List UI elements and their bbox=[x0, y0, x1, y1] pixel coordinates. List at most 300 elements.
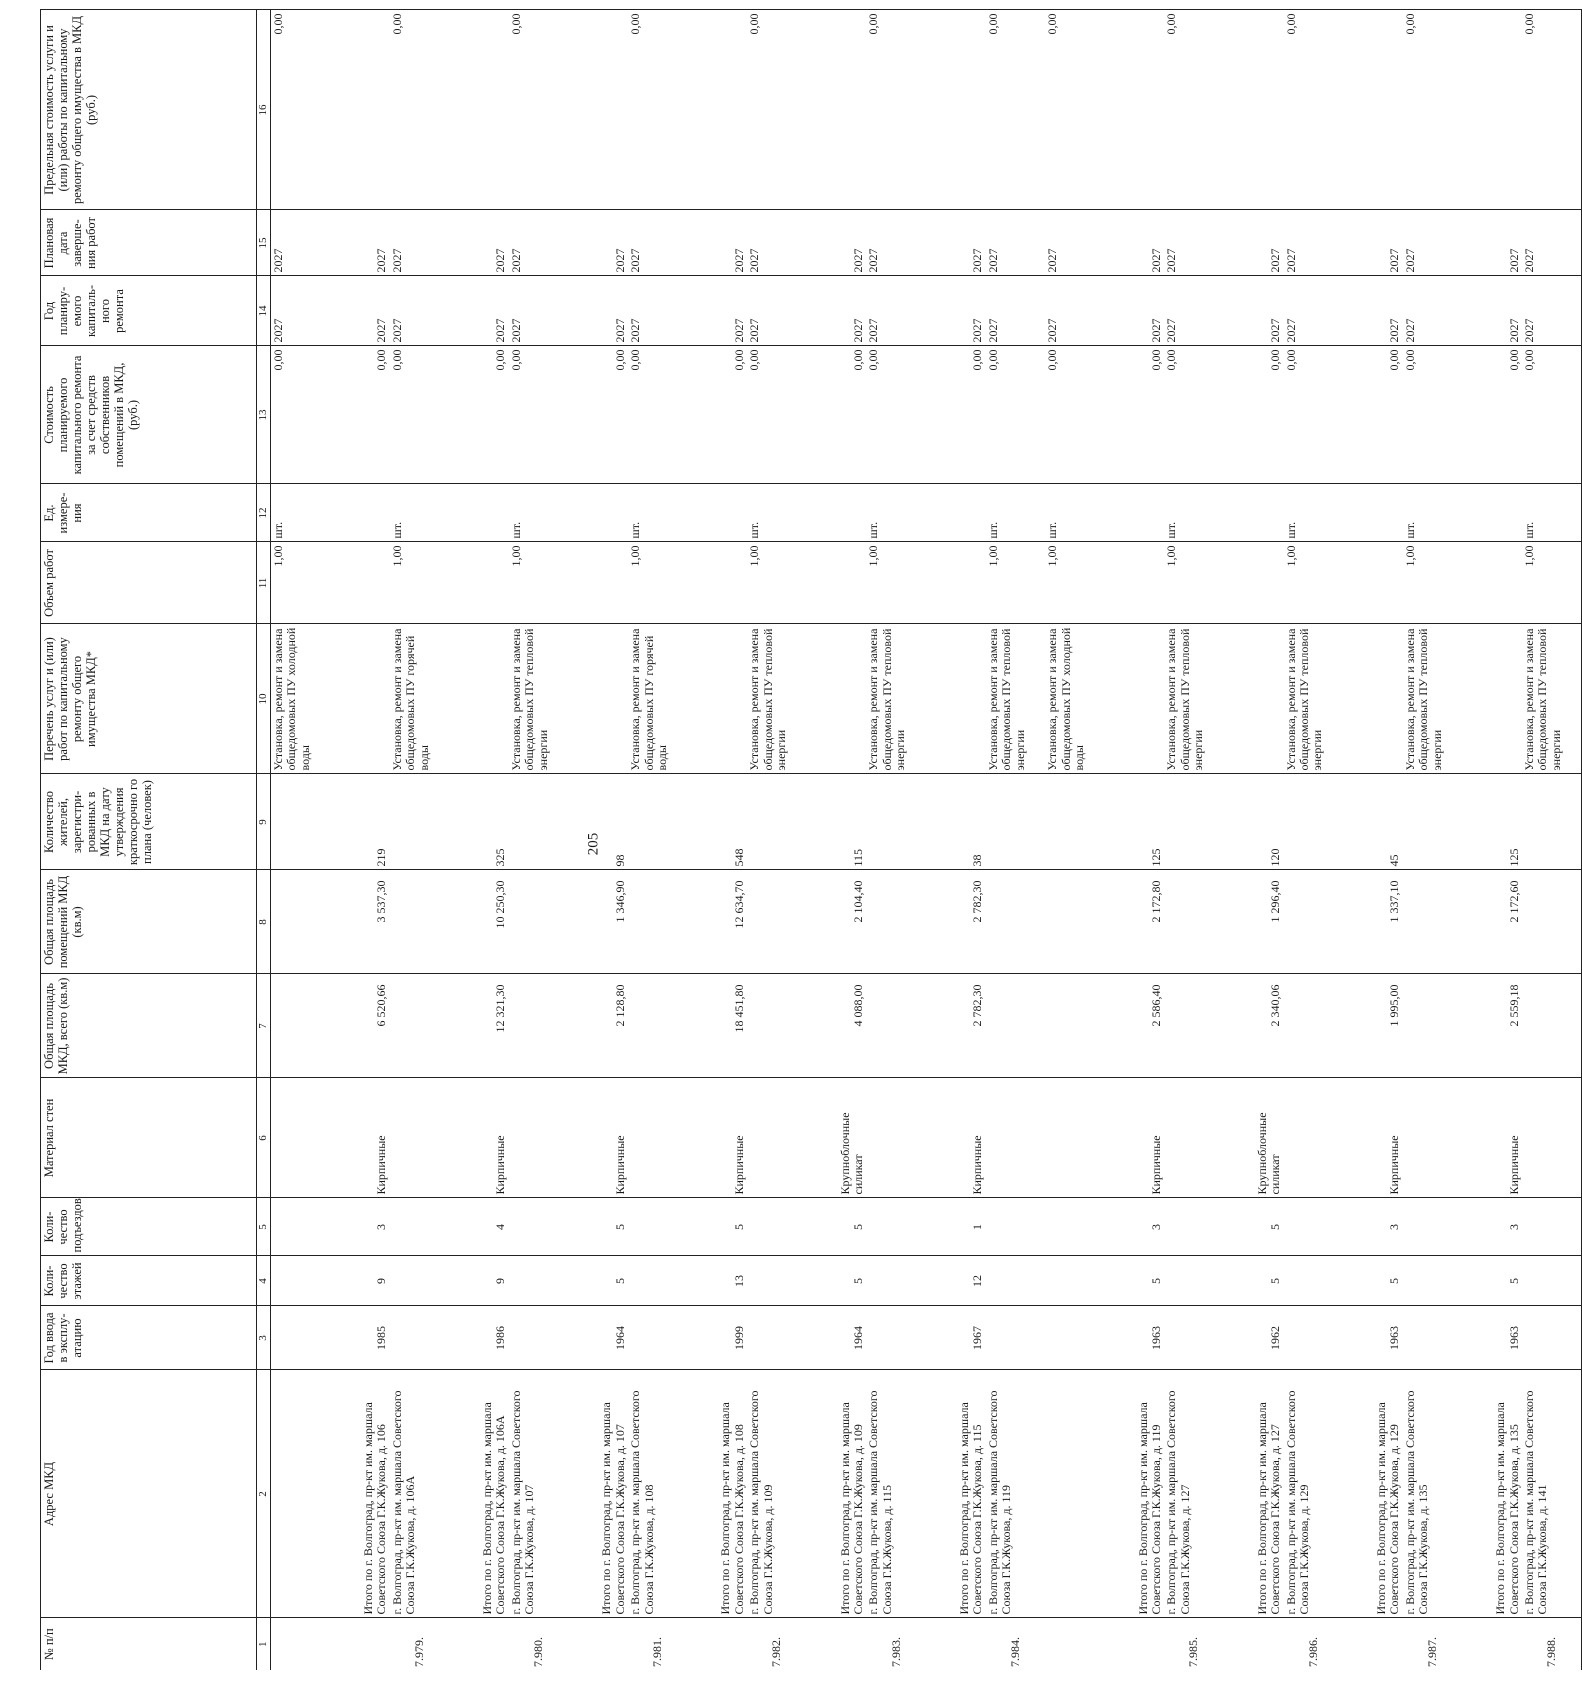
cell-col-13: 0,00 bbox=[330, 346, 390, 484]
cell-col-4 bbox=[866, 1256, 926, 1306]
cell-col-13: 0,00 bbox=[1224, 346, 1284, 484]
cell-col-14: 2027 bbox=[271, 276, 331, 346]
cell-col-9: 219 bbox=[330, 774, 390, 870]
cell-col-3 bbox=[509, 1306, 569, 1370]
cell-col-10: Установка, ремонт и замена общедомовых ПУ тепловой энергии bbox=[509, 624, 569, 774]
cell-col-2: г. Волгоград, пр-кт им. маршала Советского Союза Г.К.Жукова, д. 119 bbox=[986, 1370, 1046, 1618]
cell-col-9 bbox=[1284, 774, 1344, 870]
cell-col-4 bbox=[986, 1256, 1046, 1306]
cell-col-7 bbox=[747, 974, 807, 1078]
cell-col-16: 0,00 bbox=[628, 10, 688, 210]
cell-col-6 bbox=[747, 1078, 807, 1198]
cell-col-8: 12 634,70 bbox=[688, 870, 748, 974]
cell-col-1: 7.985. bbox=[1164, 1618, 1224, 1670]
cell-col-13: 0,00 bbox=[1343, 346, 1403, 484]
cell-col-8: 2 172,60 bbox=[1462, 870, 1522, 974]
cell-col-16 bbox=[330, 10, 390, 210]
cell-col-11 bbox=[449, 542, 509, 624]
total-row bbox=[688, 10, 748, 1670]
header-col-11: Объем работ bbox=[41, 542, 257, 624]
cell-col-9: 45 bbox=[1343, 774, 1403, 870]
cell-col-2 bbox=[271, 1370, 331, 1618]
cell-col-10: Установка, ремонт и замена общедомовых ПУ горячей воды bbox=[390, 624, 450, 774]
cell-col-8 bbox=[1284, 870, 1344, 974]
table-body bbox=[271, 10, 1582, 1670]
cell-col-6: Кирпичные bbox=[568, 1078, 628, 1198]
column-number-13: 13 bbox=[257, 346, 271, 484]
cell-col-1 bbox=[1224, 1618, 1284, 1670]
page-number: 205 bbox=[585, 832, 602, 856]
cell-col-9 bbox=[1522, 774, 1582, 870]
cell-col-3: 1999 bbox=[688, 1306, 748, 1370]
cell-col-5 bbox=[747, 1198, 807, 1256]
cell-col-1: 7.987. bbox=[1403, 1618, 1463, 1670]
cell-col-16 bbox=[1105, 10, 1165, 210]
capital-repair-table bbox=[40, 10, 1582, 1671]
total-row bbox=[1105, 10, 1165, 1670]
cell-col-8 bbox=[747, 870, 807, 974]
cell-col-16: 0,00 bbox=[747, 10, 807, 210]
cell-col-15: 2027 bbox=[807, 210, 867, 276]
cell-col-1: 7.984. bbox=[986, 1618, 1046, 1670]
rotated-table-container bbox=[40, 10, 1563, 1670]
cell-col-9: 115 bbox=[807, 774, 867, 870]
cell-col-6 bbox=[866, 1078, 926, 1198]
cell-col-3: 1964 bbox=[568, 1306, 628, 1370]
cell-col-10 bbox=[1462, 624, 1522, 774]
cell-col-1: 7.983. bbox=[866, 1618, 926, 1670]
cell-col-10: Установка, ремонт и замена общедомовых ПУ тепловой энергии bbox=[1284, 624, 1344, 774]
cell-col-12: шт. bbox=[866, 484, 926, 542]
cell-col-8: 2 172,80 bbox=[1105, 870, 1165, 974]
cell-col-12: шт. bbox=[390, 484, 450, 542]
cell-col-11: 1,00 bbox=[986, 542, 1046, 624]
cell-col-15: 2027 bbox=[1522, 210, 1582, 276]
cell-col-2: Итого по г. Волгоград, пр-кт им. маршала Советского Союза Г.К.Жукова, д. 115 bbox=[926, 1370, 986, 1618]
header-col-2: Адрес МКД bbox=[41, 1370, 257, 1618]
cell-col-9: 548 bbox=[688, 774, 748, 870]
cell-col-15: 2027 bbox=[271, 210, 331, 276]
cell-col-1 bbox=[926, 1618, 986, 1670]
total-row bbox=[926, 10, 986, 1670]
cell-col-16 bbox=[1343, 10, 1403, 210]
cell-col-15: 2027 bbox=[747, 210, 807, 276]
cell-col-13: 0,00 bbox=[1403, 346, 1463, 484]
cell-col-2: г. Волгоград, пр-кт им. маршала Советского Союза Г.К.Жукова, д. 127 bbox=[1164, 1370, 1224, 1618]
cell-col-2: г. Волгоград, пр-кт им. маршала Советского Союза Г.К.Жукова, д. 135 bbox=[1403, 1370, 1463, 1618]
cell-col-7 bbox=[1045, 974, 1105, 1078]
cell-col-2: г. Волгоград, пр-кт им. маршала Советского Союза Г.К.Жукова, д. 115 bbox=[866, 1370, 926, 1618]
cell-col-12 bbox=[807, 484, 867, 542]
cell-col-7 bbox=[628, 974, 688, 1078]
cell-col-12: шт. bbox=[1045, 484, 1105, 542]
cell-col-13: 0,00 bbox=[926, 346, 986, 484]
table-row bbox=[509, 10, 569, 1670]
column-number-6: 6 bbox=[257, 1078, 271, 1198]
cell-col-10 bbox=[926, 624, 986, 774]
cell-col-12: шт. bbox=[628, 484, 688, 542]
cell-col-8: 2 782,30 bbox=[926, 870, 986, 974]
cell-col-13: 0,00 bbox=[628, 346, 688, 484]
cell-col-6 bbox=[1284, 1078, 1344, 1198]
header-col-4: Коли-чество этажей bbox=[41, 1256, 257, 1306]
cell-col-13: 0,00 bbox=[1045, 346, 1105, 484]
cell-col-10: Установка, ремонт и замена общедомовых ПУ холодной воды bbox=[271, 624, 331, 774]
cell-col-9: 120 bbox=[1224, 774, 1284, 870]
cell-col-8: 1 337,10 bbox=[1343, 870, 1403, 974]
cell-col-4 bbox=[1045, 1256, 1105, 1306]
cell-col-14: 2027 bbox=[807, 276, 867, 346]
total-row bbox=[1462, 10, 1522, 1670]
header-col-15: Плановая дата заверше-ния работ bbox=[41, 210, 257, 276]
cell-col-1: 7.982. bbox=[747, 1618, 807, 1670]
cell-col-4 bbox=[1522, 1256, 1582, 1306]
cell-col-2 bbox=[1045, 1370, 1105, 1618]
cell-col-6 bbox=[1045, 1078, 1105, 1198]
cell-col-8: 10 250,30 bbox=[449, 870, 509, 974]
cell-col-7: 12 321,30 bbox=[449, 974, 509, 1078]
cell-col-7 bbox=[390, 974, 450, 1078]
cell-col-8 bbox=[628, 870, 688, 974]
cell-col-2: г. Волгоград, пр-кт им. маршала Советского Союза Г.К.Жукова, д. 107 bbox=[509, 1370, 569, 1618]
cell-col-9 bbox=[509, 774, 569, 870]
cell-col-8 bbox=[390, 870, 450, 974]
total-row bbox=[1343, 10, 1403, 1670]
cell-col-8 bbox=[866, 870, 926, 974]
cell-col-12: шт. bbox=[1284, 484, 1344, 542]
cell-col-10: Установка, ремонт и замена общедомовых ПУ тепловой энергии bbox=[1403, 624, 1463, 774]
cell-col-15: 2027 bbox=[1045, 210, 1105, 276]
column-number-1: 1 bbox=[257, 1618, 271, 1670]
cell-col-3 bbox=[866, 1306, 926, 1370]
cell-col-8: 1 346,90 bbox=[568, 870, 628, 974]
cell-col-6: Кирпичные bbox=[1343, 1078, 1403, 1198]
column-number-row bbox=[257, 10, 271, 1670]
cell-col-12 bbox=[1224, 484, 1284, 542]
cell-col-10 bbox=[1224, 624, 1284, 774]
table-row bbox=[628, 10, 688, 1670]
cell-col-12: шт. bbox=[271, 484, 331, 542]
cell-col-8: 1 296,40 bbox=[1224, 870, 1284, 974]
cell-col-15: 2027 bbox=[688, 210, 748, 276]
cell-col-10 bbox=[1105, 624, 1165, 774]
cell-col-4: 12 bbox=[926, 1256, 986, 1306]
cell-col-2: г. Волгоград, пр-кт им. маршала Советского Союза Г.К.Жукова, д. 129 bbox=[1284, 1370, 1344, 1618]
cell-col-16: 0,00 bbox=[1522, 10, 1582, 210]
cell-col-7: 18 451,80 bbox=[688, 974, 748, 1078]
cell-col-8 bbox=[1045, 870, 1105, 974]
cell-col-12 bbox=[1343, 484, 1403, 542]
header-col-8: Общая площадь помещений МКД (кв.м) bbox=[41, 870, 257, 974]
cell-col-9 bbox=[628, 774, 688, 870]
cell-col-9 bbox=[1403, 774, 1463, 870]
cell-col-1 bbox=[1045, 1618, 1105, 1670]
cell-col-5 bbox=[1284, 1198, 1344, 1256]
cell-col-13: 0,00 bbox=[747, 346, 807, 484]
cell-col-14: 2027 bbox=[1284, 276, 1344, 346]
cell-col-5: 3 bbox=[1462, 1198, 1522, 1256]
cell-col-11 bbox=[1105, 542, 1165, 624]
header-col-9: Количество жителей, зарегистри-рованных в МКД на дату утверждения краткосрочно го плана (человек) bbox=[41, 774, 257, 870]
header-row bbox=[41, 10, 257, 1670]
cell-col-5: 3 bbox=[1105, 1198, 1165, 1256]
cell-col-16 bbox=[568, 10, 628, 210]
cell-col-15: 2027 bbox=[509, 210, 569, 276]
cell-col-3 bbox=[1522, 1306, 1582, 1370]
column-number-14: 14 bbox=[257, 276, 271, 346]
cell-col-9 bbox=[866, 774, 926, 870]
cell-col-14: 2027 bbox=[390, 276, 450, 346]
cell-col-3: 1963 bbox=[1343, 1306, 1403, 1370]
cell-col-2: Итого по г. Волгоград, пр-кт им. маршала Советского Союза Г.К.Жукова, д. 108 bbox=[688, 1370, 748, 1618]
header-col-3: Год ввода в эксплу-атацию bbox=[41, 1306, 257, 1370]
cell-col-11 bbox=[1343, 542, 1403, 624]
cell-col-1: 7.986. bbox=[1284, 1618, 1344, 1670]
column-number-2: 2 bbox=[257, 1370, 271, 1618]
total-row bbox=[449, 10, 509, 1670]
cell-col-7: 1 995,00 bbox=[1343, 974, 1403, 1078]
cell-col-12 bbox=[449, 484, 509, 542]
cell-col-14: 2027 bbox=[688, 276, 748, 346]
cell-col-4 bbox=[628, 1256, 688, 1306]
cell-col-6 bbox=[509, 1078, 569, 1198]
cell-col-14: 2027 bbox=[1164, 276, 1224, 346]
cell-col-14: 2027 bbox=[628, 276, 688, 346]
cell-col-7 bbox=[1164, 974, 1224, 1078]
cell-col-11 bbox=[330, 542, 390, 624]
cell-col-16: 0,00 bbox=[1403, 10, 1463, 210]
cell-col-14: 2027 bbox=[866, 276, 926, 346]
cell-col-6: Кирпичные bbox=[449, 1078, 509, 1198]
cell-col-15: 2027 bbox=[1224, 210, 1284, 276]
header-col-10: Перечень услуг и (или) работ по капитальному ремонту общего имущества МКД* bbox=[41, 624, 257, 774]
cell-col-4 bbox=[1403, 1256, 1463, 1306]
cell-col-4: 5 bbox=[807, 1256, 867, 1306]
cell-col-7 bbox=[509, 974, 569, 1078]
cell-col-13: 0,00 bbox=[568, 346, 628, 484]
cell-col-6 bbox=[1522, 1078, 1582, 1198]
table-row bbox=[390, 10, 450, 1670]
cell-col-12: шт. bbox=[747, 484, 807, 542]
cell-col-5 bbox=[390, 1198, 450, 1256]
cell-col-11: 1,00 bbox=[866, 542, 926, 624]
cell-col-13: 0,00 bbox=[1164, 346, 1224, 484]
header-col-14: Год планиру-емого капиталь-ного ремонта bbox=[41, 276, 257, 346]
cell-col-7: 6 520,66 bbox=[330, 974, 390, 1078]
cell-col-9: 38 bbox=[926, 774, 986, 870]
cell-col-16: 0,00 bbox=[509, 10, 569, 210]
cell-col-12: шт. bbox=[509, 484, 569, 542]
cell-col-2: г. Волгоград, пр-кт им. маршала Советского Союза Г.К.Жукова, д. 109 bbox=[747, 1370, 807, 1618]
cell-col-14: 2027 bbox=[1522, 276, 1582, 346]
cell-col-3: 1985 bbox=[330, 1306, 390, 1370]
table-row bbox=[271, 10, 331, 1670]
cell-col-7: 2 340,06 bbox=[1224, 974, 1284, 1078]
cell-col-6 bbox=[1403, 1078, 1463, 1198]
cell-col-4: 9 bbox=[449, 1256, 509, 1306]
cell-col-4 bbox=[1284, 1256, 1344, 1306]
cell-col-15: 2027 bbox=[449, 210, 509, 276]
cell-col-4 bbox=[509, 1256, 569, 1306]
cell-col-10: Установка, ремонт и замена общедомовых ПУ тепловой энергии bbox=[1164, 624, 1224, 774]
cell-col-16: 0,00 bbox=[1284, 10, 1344, 210]
cell-col-3: 1964 bbox=[807, 1306, 867, 1370]
header-col-7: Общая площадь МКД, всего (кв.м) bbox=[41, 974, 257, 1078]
cell-col-5 bbox=[1403, 1198, 1463, 1256]
cell-col-5: 4 bbox=[449, 1198, 509, 1256]
cell-col-16: 0,00 bbox=[1045, 10, 1105, 210]
cell-col-11: 1,00 bbox=[1522, 542, 1582, 624]
cell-col-8: 3 537,30 bbox=[330, 870, 390, 974]
cell-col-10 bbox=[449, 624, 509, 774]
cell-col-9 bbox=[986, 774, 1046, 870]
cell-col-12 bbox=[568, 484, 628, 542]
cell-col-16: 0,00 bbox=[986, 10, 1046, 210]
cell-col-14: 2027 bbox=[1403, 276, 1463, 346]
cell-col-8 bbox=[509, 870, 569, 974]
cell-col-1: 7.980. bbox=[509, 1618, 569, 1670]
cell-col-4: 5 bbox=[1343, 1256, 1403, 1306]
cell-col-13: 0,00 bbox=[1462, 346, 1522, 484]
cell-col-9 bbox=[1164, 774, 1224, 870]
cell-col-6 bbox=[390, 1078, 450, 1198]
cell-col-11 bbox=[807, 542, 867, 624]
cell-col-7: 2 586,40 bbox=[1105, 974, 1165, 1078]
cell-col-16 bbox=[1224, 10, 1284, 210]
column-number-16: 16 bbox=[257, 10, 271, 210]
cell-col-13: 0,00 bbox=[1284, 346, 1344, 484]
cell-col-11 bbox=[688, 542, 748, 624]
cell-col-11: 1,00 bbox=[747, 542, 807, 624]
cell-col-8 bbox=[986, 870, 1046, 974]
cell-col-4 bbox=[390, 1256, 450, 1306]
cell-col-12 bbox=[1462, 484, 1522, 542]
cell-col-7 bbox=[271, 974, 331, 1078]
column-number-4: 4 bbox=[257, 1256, 271, 1306]
cell-col-6 bbox=[628, 1078, 688, 1198]
cell-col-7 bbox=[866, 974, 926, 1078]
cell-col-11 bbox=[568, 542, 628, 624]
cell-col-4 bbox=[747, 1256, 807, 1306]
total-row bbox=[330, 10, 390, 1670]
cell-col-7: 2 782,30 bbox=[926, 974, 986, 1078]
cell-col-5: 5 bbox=[807, 1198, 867, 1256]
cell-col-1 bbox=[688, 1618, 748, 1670]
cell-col-5: 3 bbox=[1343, 1198, 1403, 1256]
cell-col-5 bbox=[986, 1198, 1046, 1256]
cell-col-2: Итого по г. Волгоград, пр-кт им. маршала Советского Союза Г.К.Жукова, д. 106 bbox=[330, 1370, 390, 1618]
cell-col-14: 2027 bbox=[1462, 276, 1522, 346]
cell-col-9 bbox=[390, 774, 450, 870]
column-number-5: 5 bbox=[257, 1198, 271, 1256]
column-number-9: 9 bbox=[257, 774, 271, 870]
cell-col-14: 2027 bbox=[1045, 276, 1105, 346]
cell-col-7: 2 128,80 bbox=[568, 974, 628, 1078]
cell-col-14: 2027 bbox=[449, 276, 509, 346]
cell-col-7 bbox=[986, 974, 1046, 1078]
cell-col-4 bbox=[271, 1256, 331, 1306]
cell-col-6: Кирпичные bbox=[1462, 1078, 1522, 1198]
column-number-7: 7 bbox=[257, 974, 271, 1078]
cell-col-8 bbox=[1522, 870, 1582, 974]
cell-col-16: 0,00 bbox=[1164, 10, 1224, 210]
cell-col-5: 3 bbox=[330, 1198, 390, 1256]
column-number-15: 15 bbox=[257, 210, 271, 276]
cell-col-9 bbox=[747, 774, 807, 870]
cell-col-5: 5 bbox=[1224, 1198, 1284, 1256]
cell-col-10 bbox=[688, 624, 748, 774]
cell-col-3: 1967 bbox=[926, 1306, 986, 1370]
cell-col-6 bbox=[986, 1078, 1046, 1198]
cell-col-14: 2027 bbox=[926, 276, 986, 346]
cell-col-11: 1,00 bbox=[1045, 542, 1105, 624]
cell-col-11: 1,00 bbox=[390, 542, 450, 624]
cell-col-16: 0,00 bbox=[271, 10, 331, 210]
cell-col-8 bbox=[1164, 870, 1224, 974]
cell-col-2: Итого по г. Волгоград, пр-кт им. маршала Советского Союза Г.К.Жукова, д. 127 bbox=[1224, 1370, 1284, 1618]
cell-col-16 bbox=[688, 10, 748, 210]
table-row bbox=[986, 10, 1046, 1670]
table-row bbox=[1284, 10, 1344, 1670]
cell-col-3: 1963 bbox=[1105, 1306, 1165, 1370]
cell-col-10: Установка, ремонт и замена общедомовых ПУ холодной воды bbox=[1045, 624, 1105, 774]
cell-col-13: 0,00 bbox=[509, 346, 569, 484]
cell-col-5: 5 bbox=[568, 1198, 628, 1256]
table-row bbox=[1403, 10, 1463, 1670]
cell-col-3 bbox=[1045, 1306, 1105, 1370]
cell-col-14: 2027 bbox=[1105, 276, 1165, 346]
cell-col-5 bbox=[1164, 1198, 1224, 1256]
cell-col-10: Установка, ремонт и замена общедомовых ПУ тепловой энергии bbox=[747, 624, 807, 774]
cell-col-2: г. Волгоград, пр-кт им. маршала Советского Союза Г.К.Жукова, д. 141 bbox=[1522, 1370, 1582, 1618]
column-number-11: 11 bbox=[257, 542, 271, 624]
cell-col-11 bbox=[1462, 542, 1522, 624]
cell-col-12 bbox=[1105, 484, 1165, 542]
cell-col-13: 0,00 bbox=[1105, 346, 1165, 484]
cell-col-6: Крупноблочные силикат bbox=[1224, 1078, 1284, 1198]
cell-col-10 bbox=[807, 624, 867, 774]
cell-col-6: Крупноблочные силикат bbox=[807, 1078, 867, 1198]
cell-col-6 bbox=[1164, 1078, 1224, 1198]
cell-col-15: 2027 bbox=[926, 210, 986, 276]
cell-col-1: 7.988. bbox=[1522, 1618, 1582, 1670]
cell-col-9: 98 bbox=[568, 774, 628, 870]
cell-col-12: шт. bbox=[986, 484, 1046, 542]
cell-col-3 bbox=[628, 1306, 688, 1370]
cell-col-10 bbox=[568, 624, 628, 774]
cell-col-3 bbox=[747, 1306, 807, 1370]
cell-col-7 bbox=[1522, 974, 1582, 1078]
cell-col-11 bbox=[1224, 542, 1284, 624]
cell-col-15: 2027 bbox=[330, 210, 390, 276]
cell-col-3 bbox=[986, 1306, 1046, 1370]
cell-col-1: 7.981. bbox=[628, 1618, 688, 1670]
cell-col-7 bbox=[1284, 974, 1344, 1078]
cell-col-11: 1,00 bbox=[1403, 542, 1463, 624]
cell-col-14: 2027 bbox=[986, 276, 1046, 346]
cell-col-12: шт. bbox=[1403, 484, 1463, 542]
cell-col-13: 0,00 bbox=[449, 346, 509, 484]
cell-col-1: 7.979. bbox=[390, 1618, 450, 1670]
cell-col-5 bbox=[1045, 1198, 1105, 1256]
table-row bbox=[1164, 10, 1224, 1670]
cell-col-13: 0,00 bbox=[688, 346, 748, 484]
cell-col-5 bbox=[628, 1198, 688, 1256]
cell-col-4: 5 bbox=[1462, 1256, 1522, 1306]
cell-col-7: 2 559,18 bbox=[1462, 974, 1522, 1078]
cell-col-13: 0,00 bbox=[1522, 346, 1582, 484]
cell-col-15: 2027 bbox=[390, 210, 450, 276]
